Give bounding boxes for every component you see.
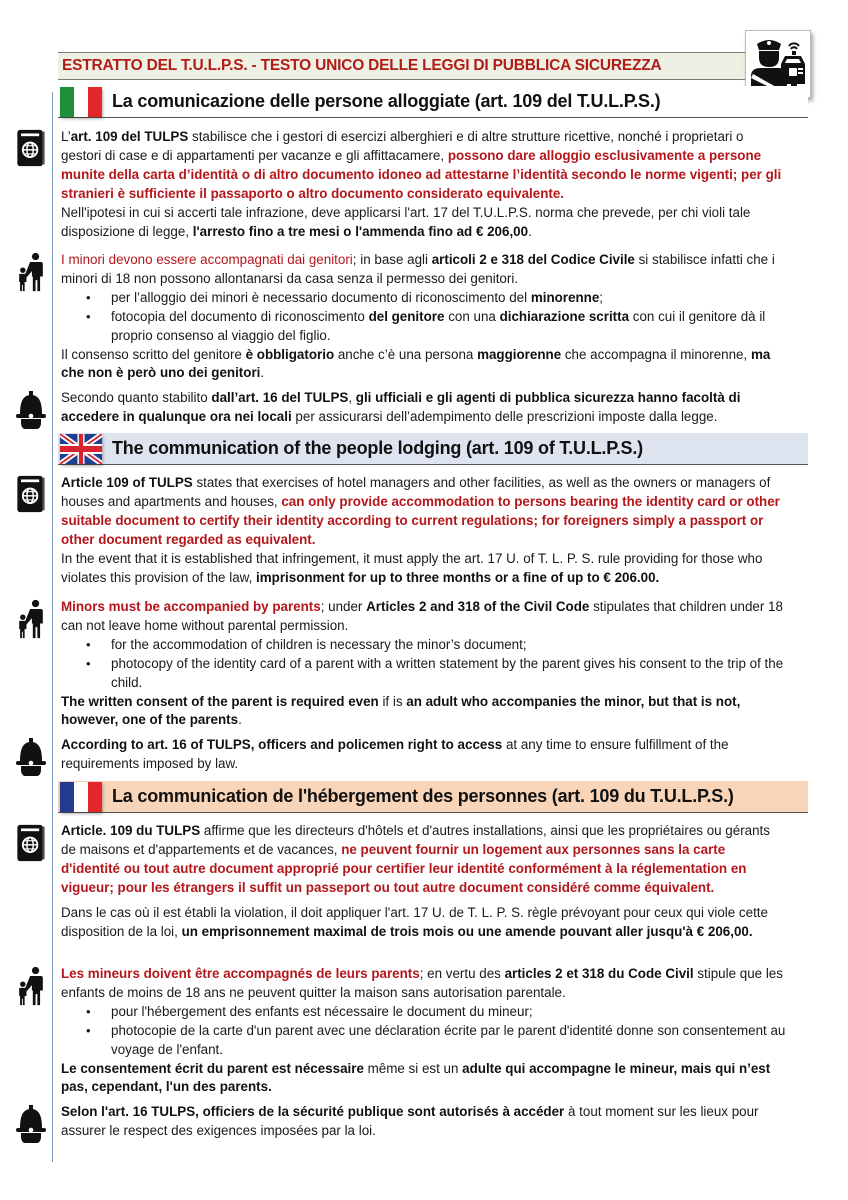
police-helmet-icon [14, 1104, 48, 1144]
paragraph-lodging-rules [61, 474, 786, 587]
parent-child-icon [14, 599, 48, 639]
emphasized-text: imprisonment for up to three months or a fine of up to € 206.00. [256, 569, 660, 585]
section-title: The communication of the people lodging (art. 109 of T.U.L.P.S.) [112, 438, 643, 458]
emphasized-text: dichiarazione scritta [499, 308, 630, 324]
text-run: stipule que les enfants de moins de 18 ans ne peuvent quitter la maison sans autorisation parentale. [61, 966, 783, 1000]
text-run: L’ [61, 129, 71, 144]
list-item: • for the accommodation of children is necessary the minor’s document; [61, 636, 786, 655]
text-run: . [528, 223, 532, 239]
emphasized-text: can only provide accommodation to persons bearing the identity card or other suitable document to certify their identity according to current regulations; for foreigners simply a passport or other document regarded as equivalent. [61, 493, 780, 547]
text-run: stabilisce che i gestori di esercizi alberghieri e di altre strutture ricettive, nonché i proprietari o gestori di case e di appartamenti per vacanze e gli affittacamere, [61, 129, 744, 163]
paragraph-minors [61, 598, 786, 730]
emphasized-text: l'arresto fino a tre mesi o l'ammenda fino ad € 206,00 [192, 223, 529, 239]
text-run: anche c’è una persona [334, 346, 478, 362]
emphasized-text: dall’art. 16 del TULPS [211, 390, 349, 405]
text-run: ; en vertu des [419, 966, 505, 981]
list-item [61, 289, 786, 308]
emphasized-text: art. 109 del TULPS [70, 129, 189, 144]
text-run: che accompagna il minorenne, [561, 346, 751, 362]
passport-icon [14, 128, 48, 168]
list-item: • photocopie de la carte d'un parent avec une déclaration écrite par le parent d'identité donne son consentement au voyage de l'enfant. [61, 1022, 786, 1060]
emphasized-text: del genitore [368, 308, 445, 324]
paragraph-lodging-rules [61, 822, 786, 898]
text-run: Dans le cas où il est établi la violation, il doit appliquer l'art. 17 U. de T. L. P. S. règle prévoyant pour ceux qui viole cette disposition de la loi, [61, 905, 768, 939]
emphasized-text: adulte qui accompagne le mineur, mais qui n’est pas, cependant, l'un des parents. [61, 1060, 771, 1095]
france-flag-icon [60, 782, 102, 812]
emphasized-text: Le consentement écrit du parent est nécessaire [61, 1060, 364, 1076]
list-item: • pour l'hébergement des enfants est nécessaire le document du mineur; [61, 1003, 786, 1022]
emphasized-text: articles 2 et 318 du Code Civil [504, 966, 694, 981]
text-run: con una [444, 308, 500, 324]
bullet-list [61, 636, 786, 693]
text-run: fotocopia del documento di riconoscimento [111, 308, 369, 324]
emphasized-text: minorenne [530, 289, 600, 305]
police-helmet-icon [14, 390, 48, 430]
text-run: même si est un [363, 1060, 463, 1076]
text-run: In the event that it is established that infringement, it must apply the art. 17 U. of T. L. P. S. rule providing for those who violates this provision of the law, [61, 550, 763, 585]
section-header-english [58, 433, 808, 465]
list-item: • photocopy of the identity card of a parent with a written statement by the parent gives his consent to the trip of the child. [61, 655, 786, 693]
emphasized-text: è obbligatorio [245, 346, 335, 362]
text-run: . [260, 365, 265, 381]
text-run: Secondo quanto stabilito [61, 390, 212, 405]
text-run: I minori devono essere accompagnati dai genitori [61, 252, 353, 267]
bullet-list [61, 1003, 786, 1060]
text-run: affirme que les directeurs d'hôtels et d'autres installations, ainsi que les propriétaires ou gérants de maisons et d'appartements et de vacances, [61, 823, 770, 857]
text-run: Il consenso scritto del genitore [61, 346, 246, 362]
section-title: La communication de l'hébergement des personnes (art. 109 du T.U.L.P.S.) [112, 786, 734, 806]
emphasized-text: ne peuvent fournir un logement aux personnes sans la carte d'identité ou tout autre document approprié pour certifier leur identité conformément à la réglementation en vigueur; pour les étrangers il suffit un passeport ou tout autre document considéré comme équivalent. [61, 841, 747, 895]
paragraph-penalty [61, 904, 786, 942]
text-run: Nell'ipotesi in cui si accerti tale infrazione, deve applicarsi l'art. 17 del T.U.L.P.S. norma che prevede, per chi violi tale disposizione di legge, [61, 204, 751, 239]
emphasized-text: an adult who accompanies the minor, but that is not, however, one of the parents [61, 693, 741, 728]
text-run: à tout moment sur les lieux pour assurer le respect des exigences imposées par la loi. [61, 1104, 759, 1138]
emphasized-text: articoli 2 e 318 del Codice Civile [431, 252, 635, 267]
emphasized-text: According to art. 16 of TULPS, officers and policemen right to access [61, 737, 503, 752]
emphasized-text: ma che non è però uno dei genitori [61, 346, 771, 381]
uk-flag-icon [60, 434, 102, 464]
parent-child-icon [14, 966, 48, 1006]
text-run: , [348, 390, 356, 405]
paragraph-lodging-rules [61, 128, 786, 241]
text-run: ; in base agli [352, 252, 432, 267]
document-title-bar [58, 52, 746, 80]
section-header-italian [58, 86, 808, 118]
emphasized-text: Minors must be accompanied by parents [61, 599, 321, 614]
text-run: per assicurarsi dell’adempimento delle prescrizioni imposte dalla legge. [291, 408, 718, 424]
emphasized-text: maggiorenne [477, 346, 562, 362]
paragraph-police-access [61, 389, 786, 427]
paragraph-minors [61, 251, 786, 383]
text-run: if is [378, 693, 407, 709]
page-margin-rule [52, 92, 53, 1162]
text-run: states that exercises of hotel managers and other facilities, as well as the owners or managers of houses and apartments and houses, [61, 475, 771, 509]
section-header-french [58, 781, 808, 813]
emphasized-text: possono dare alloggio esclusivamente a persone munite della carta d’identità o di altro documento idoneo ad attestarne l’identità secondo le norme vigenti; per gli stranieri è sufficiente il passaporto o altro documento considerato equivalente. [61, 147, 782, 201]
document-title: ESTRATTO DEL T.U.L.P.S. - TESTO UNICO DELLE LEGGI DI PUBBLICA SICUREZZA [62, 57, 662, 74]
emphasized-text: Article 109 of TULPS [61, 475, 193, 490]
parent-child-icon [14, 252, 48, 292]
text-run: stipulates that children under 18 can not leave home without parental permission. [61, 599, 783, 633]
paragraph-police-access [61, 736, 786, 774]
text-run: ; [599, 289, 603, 305]
text-run: si stabilisce infatti che i minori di 18 non possono allontanarsi da casa senza il permesso dei genitori. [61, 252, 775, 286]
paragraph-minors [61, 965, 786, 1097]
emphasized-text: Articles 2 and 318 of the Civil Code [366, 599, 590, 614]
paragraph-police-access [61, 1103, 786, 1141]
police-helmet-icon [14, 737, 48, 777]
emphasized-text: Article. 109 du TULPS [61, 823, 201, 838]
emphasized-text: Selon l'art. 16 TULPS, officiers de la sécurité publique sont autorisés à accéder [61, 1104, 565, 1119]
emphasized-text: Les mineurs doivent être accompagnés de leurs parents [61, 966, 420, 981]
list-item [61, 308, 786, 346]
emphasized-text: un emprisonnement maximal de trois mois ou une amende pouvant aller jusqu'à € 206,00. [181, 923, 753, 939]
section-title: La comunicazione delle persone alloggiate (art. 109 del T.U.L.P.S.) [112, 91, 661, 111]
passport-icon [14, 474, 48, 514]
passport-icon [14, 823, 48, 863]
emphasized-text: gli ufficiali e gli agenti di pubblica sicurezza hanno facoltà di accedere in qualunque ora nei locali [61, 390, 741, 424]
text-run: at any time to ensure fulfillment of the requirements imposed by law. [61, 737, 729, 771]
text-run: con cui il genitore dà il proprio consenso al viaggio del figlio. [111, 308, 766, 343]
text-run: ; under [320, 599, 367, 614]
text-run: . [238, 712, 242, 728]
emphasized-text: The written consent of the parent is required even [61, 693, 379, 709]
italy-flag-icon [60, 87, 102, 117]
bullet-list [61, 289, 786, 346]
text-run: per l’alloggio dei minori è necessario documento di riconoscimento del [111, 289, 531, 305]
